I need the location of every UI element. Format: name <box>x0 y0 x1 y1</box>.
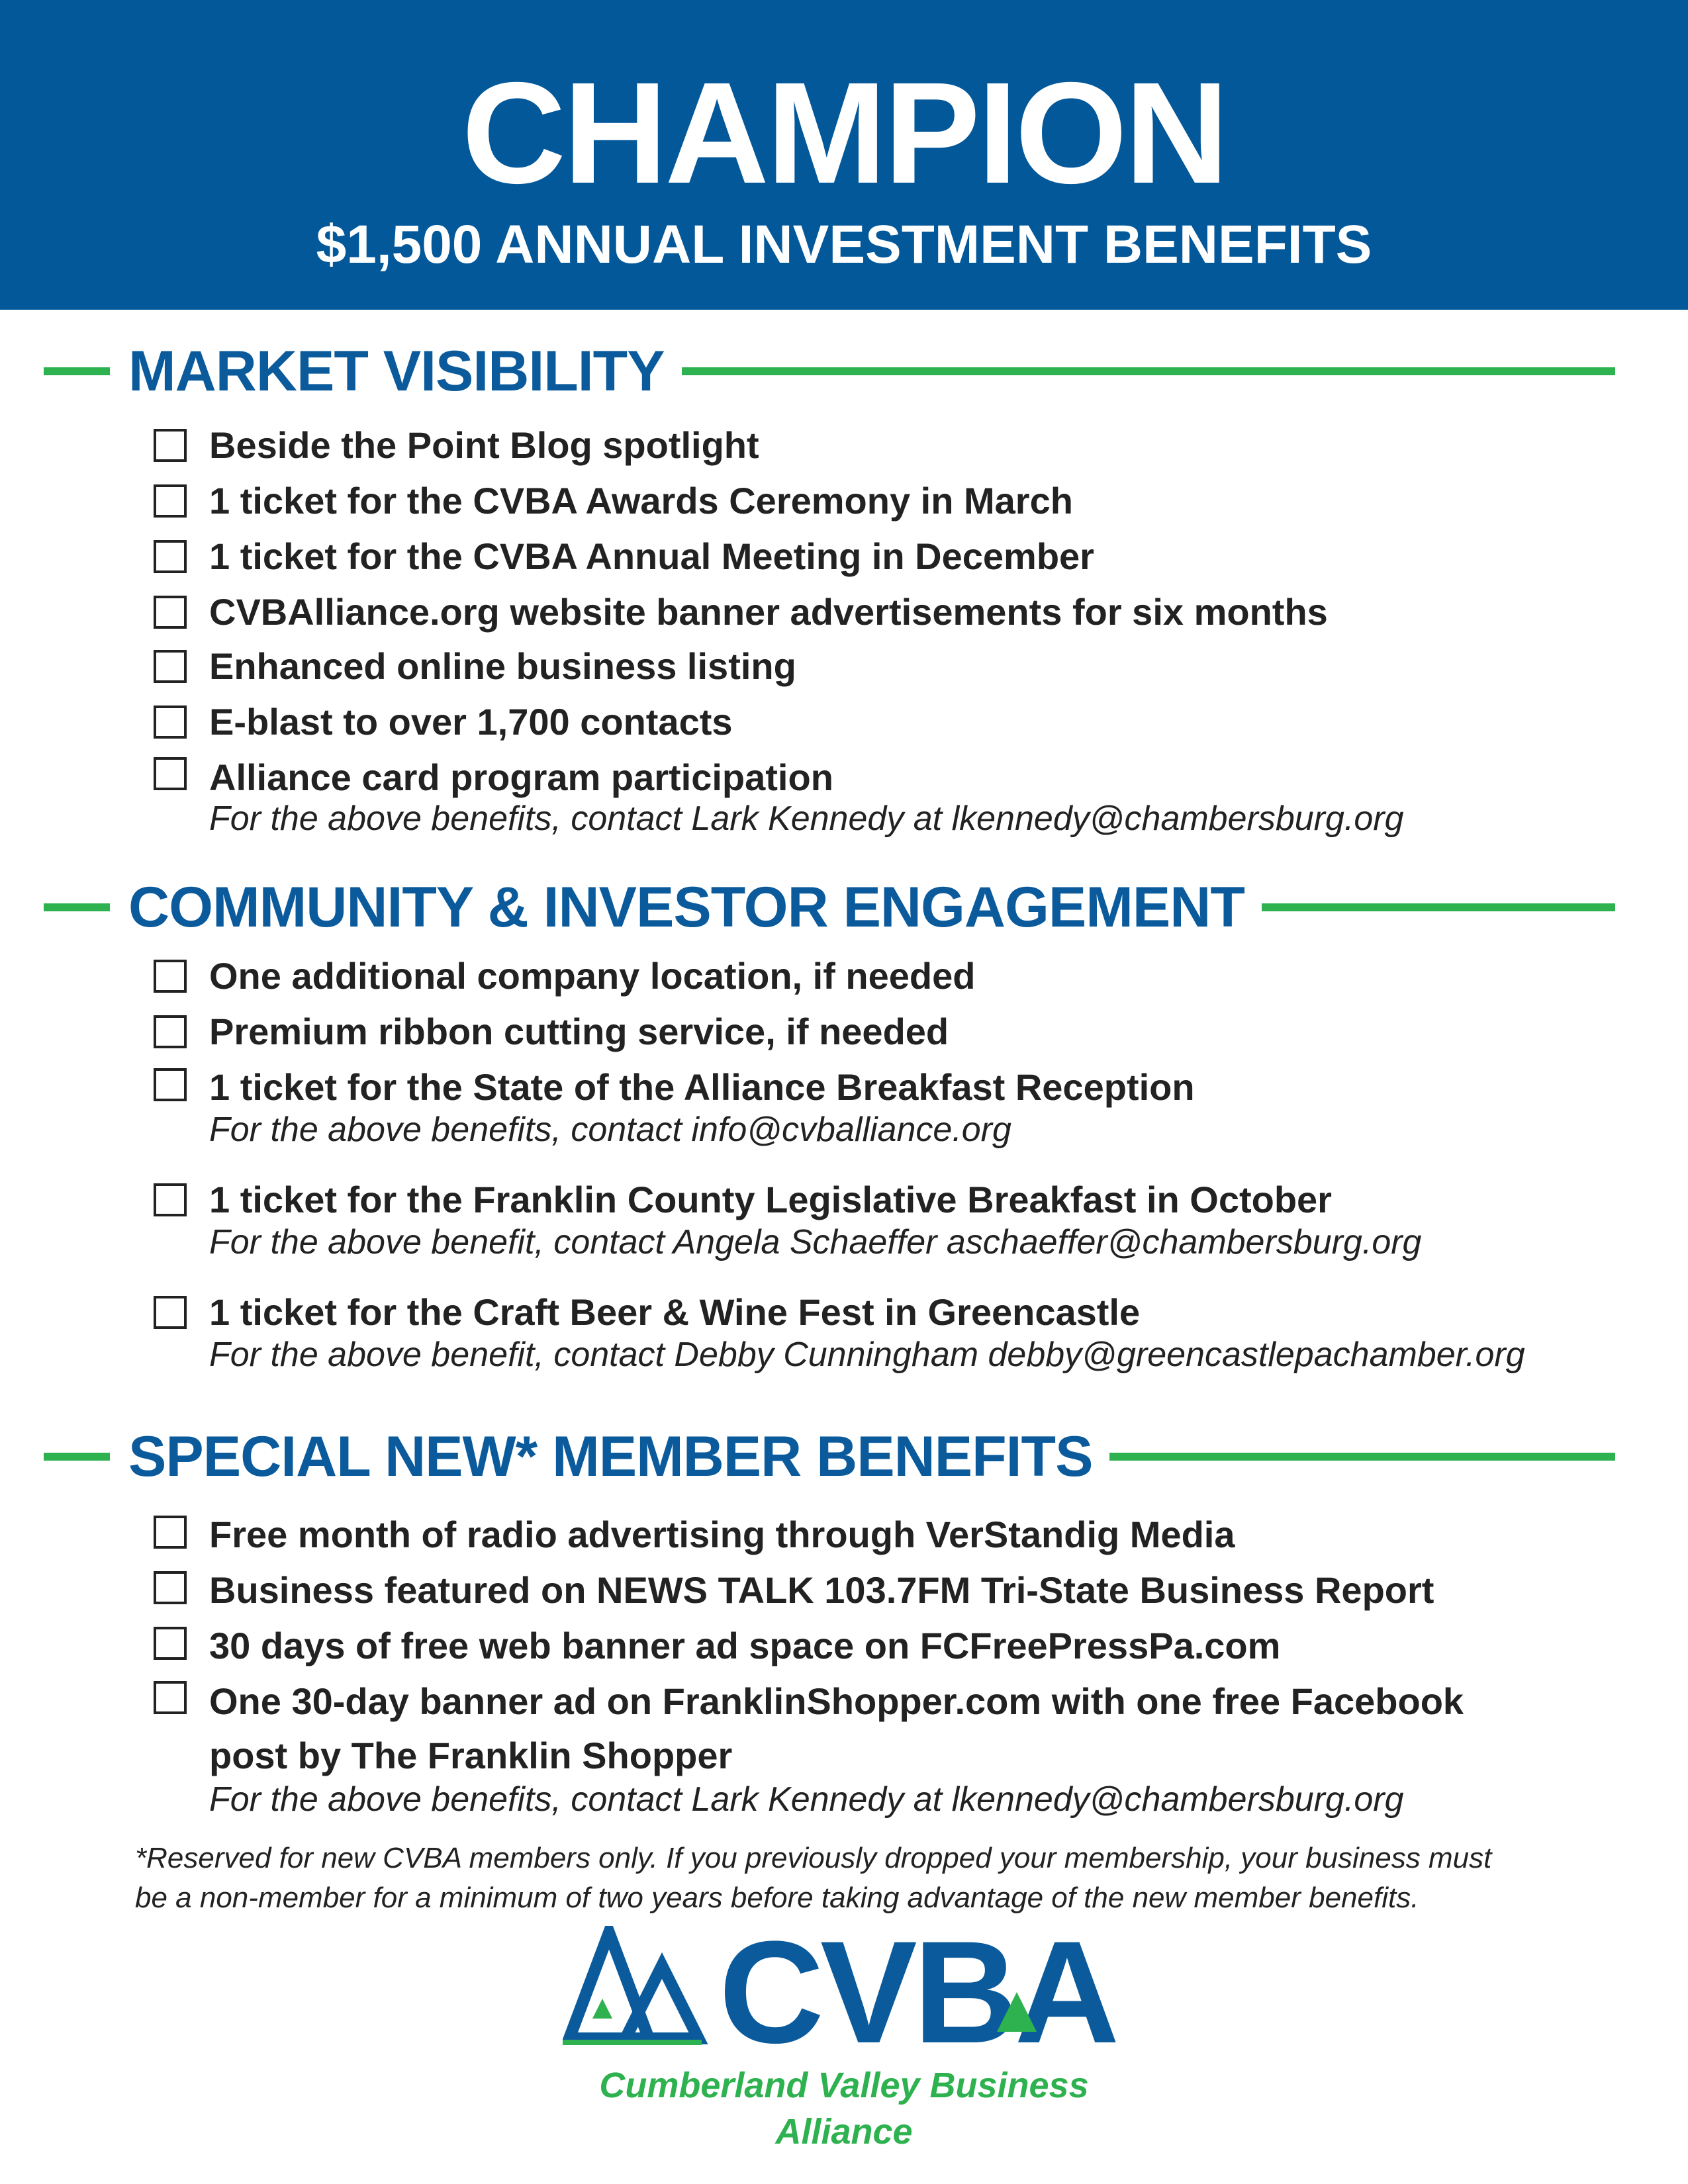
checkbox[interactable] <box>154 1571 187 1604</box>
cvba-logo <box>563 1911 1125 2152</box>
benefit-label: post by The Franklin Shopper <box>209 1735 733 1776</box>
contact-note: For the above benefits, contact Lark Kennedy at lkennedy@chambersburg.org <box>209 1780 1404 1819</box>
checkbox[interactable] <box>154 1015 187 1048</box>
checkbox[interactable] <box>154 1681 187 1714</box>
page-subtitle: $1,500 ANNUAL INVESTMENT BENEFITS <box>316 214 1372 275</box>
heading-rule-right <box>1109 1453 1615 1461</box>
logo-tagline: Cumberland Valley Business Alliance <box>599 2066 1089 2152</box>
checkbox[interactable] <box>154 429 187 462</box>
benefit-label: 30 days of free web banner ad space on FCFreePressPa.com <box>209 1625 1281 1666</box>
section-title: MARKET VISIBILITY <box>128 340 665 403</box>
checkbox[interactable] <box>154 960 187 993</box>
checkbox[interactable] <box>154 540 187 573</box>
section-heading-market-visibility <box>44 335 1615 408</box>
checkbox[interactable] <box>154 1296 187 1329</box>
benefit-label: Business featured on NEWS TALK 103.7FM Tri-State Business Report <box>209 1569 1434 1611</box>
checkbox[interactable] <box>154 757 187 790</box>
benefit-label: 1 ticket for the CVBA Annual Meeting in December <box>209 535 1094 577</box>
benefit-label: 1 ticket for the State of the Alliance Breakfast Reception <box>209 1066 1195 1108</box>
heading-rule-left <box>44 903 110 911</box>
benefit-label: 1 ticket for the Craft Beer & Wine Fest in Greencastle <box>209 1291 1141 1333</box>
section-heading-community-engagement <box>44 871 1615 944</box>
heading-rule-left <box>44 367 110 375</box>
benefit-label: 1 ticket for the Franklin County Legislative Breakfast in October <box>209 1179 1332 1220</box>
benefit-label: 1 ticket for the CVBA Awards Ceremony in March <box>209 480 1073 522</box>
header-banner <box>0 0 1688 310</box>
footnote-line: be a non-member for a minimum of two years before taking advantage of the new member benefits. <box>135 1882 1419 1914</box>
benefit-label: Enhanced online business listing <box>209 645 796 687</box>
mountain-logo-icon <box>563 1926 722 2052</box>
contact-note: For the above benefit, contact Angela Schaeffer aschaeffer@chambersburg.org <box>209 1223 1422 1261</box>
section-title: SPECIAL NEW* MEMBER BENEFITS <box>128 1425 1093 1488</box>
page-title: CHAMPION <box>461 53 1227 214</box>
heading-rule-right <box>682 367 1615 375</box>
heading-rule-left <box>44 1453 110 1461</box>
benefit-label: Free month of radio advertising through VerStandig Media <box>209 1514 1235 1555</box>
heading-rule-right <box>1262 903 1615 911</box>
logo-wordmark: CVBA <box>719 1911 1116 2073</box>
checkbox[interactable] <box>154 1183 187 1216</box>
section-heading-new-member-benefits <box>44 1420 1615 1493</box>
footnote-line: *Reserved for new CVBA members only. If you previously dropped your membership, your business must <box>135 1842 1492 1874</box>
benefit-label: Beside the Point Blog spotlight <box>209 424 759 466</box>
contact-note: For the above benefit, contact Debby Cunningham debby@greencastlepachamber.org <box>209 1336 1525 1374</box>
benefit-label: One additional company location, if needed <box>209 955 976 997</box>
logo-accent-triangle <box>997 1992 1037 2032</box>
section-title: COMMUNITY & INVESTOR ENGAGEMENT <box>128 876 1244 939</box>
checkbox[interactable] <box>154 705 187 739</box>
contact-note: For the above benefits, contact info@cvballiance.org <box>209 1111 1011 1149</box>
benefit-label: Alliance card program participation <box>209 756 833 798</box>
checkbox[interactable] <box>154 650 187 683</box>
checkbox[interactable] <box>154 1516 187 1549</box>
checkbox[interactable] <box>154 1627 187 1660</box>
benefit-label: One 30-day banner ad on FranklinShopper.com with one free Facebook <box>209 1680 1464 1722</box>
checkbox[interactable] <box>154 484 187 518</box>
checkbox[interactable] <box>154 596 187 629</box>
checkbox[interactable] <box>154 1068 187 1101</box>
benefit-label: CVBAlliance.org website banner advertisements for six months <box>209 591 1328 633</box>
benefit-label: Premium ribbon cutting service, if needed <box>209 1011 949 1052</box>
footnote <box>135 1839 1591 1918</box>
benefit-label: E-blast to over 1,700 contacts <box>209 701 733 743</box>
contact-note: For the above benefits, contact Lark Kennedy at lkennedy@chambersburg.org <box>209 799 1404 838</box>
